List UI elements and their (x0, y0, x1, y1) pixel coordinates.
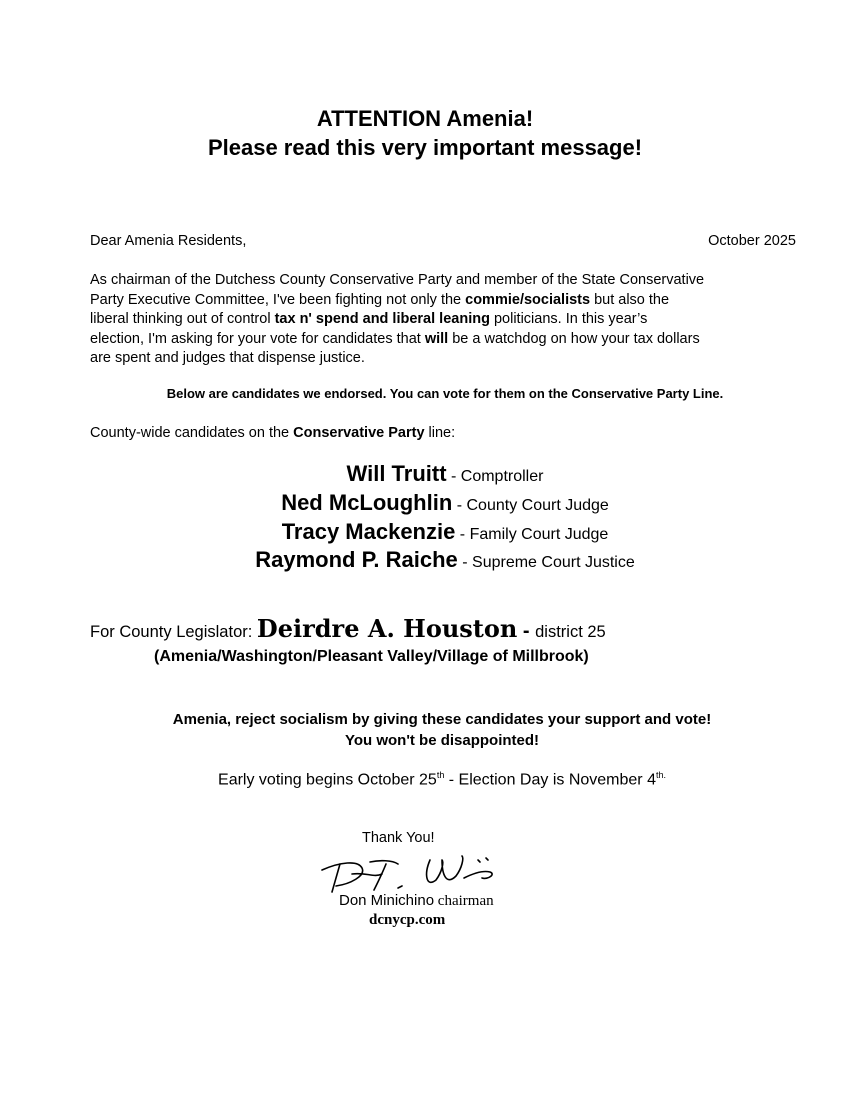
thank-you: Thank You! (362, 830, 435, 846)
endorsement-note: Below are candidates we endorsed. You can vote for them on the Conservative Party Line. (166, 386, 724, 401)
countywide-intro: County-wide candidates on the Conservative Party line: (90, 425, 456, 441)
headline-attention: ATTENTION Amenia! (316, 106, 534, 131)
signer-title: chairman (434, 893, 494, 909)
emphasis-text: tax n' spend and liberal leaning (274, 311, 490, 327)
closing-appeal: Amenia, reject socialism by giving these candidates your support and vote! (172, 711, 712, 728)
candidate-row (0, 547, 850, 573)
signer-name: Don Minichino (339, 892, 435, 909)
paragraph-line: election, I'm asking for your vote for candidates that will be a watchdog on how your tax dollars (90, 330, 700, 347)
candidate-name: Tracy Mackenzie (281, 519, 456, 544)
signature-image (312, 848, 512, 896)
legislator-district: district 25 (535, 623, 606, 641)
legislator-line: For County Legislator: Deirdre A. Houston - district 25 (90, 614, 606, 643)
party-name: Conservative Party (293, 425, 425, 441)
website-text: dcnycp.com (369, 912, 446, 928)
legislator-name: Deirdre A. Houston (256, 614, 518, 643)
legislator-label: For County Legislator: (90, 623, 257, 641)
letter-date: October 2025 (708, 233, 796, 249)
candidate-row (0, 490, 850, 516)
candidate-name: Raymond P. Raiche (255, 547, 458, 572)
paragraph-line: As chairman of the Dutchess County Conservative Party and member of the State Conservative (90, 272, 705, 288)
headline-message: Please read this very important message! (207, 135, 643, 160)
signer (339, 892, 494, 910)
voting-dates: Early voting begins October 25th - Election Day is November $4^{th.}$ (218, 770, 666, 789)
candidate-role: - Family Court Judge (455, 526, 609, 543)
paragraph-line: Party Executive Committee, I've been fighting not only the commie/socialists but also the (90, 291, 670, 308)
candidate-row (0, 461, 850, 487)
candidate-name: Will Truitt (346, 461, 447, 486)
closing-promise: You won't be disappointed! (344, 732, 540, 749)
candidate-role: - Comptroller (446, 468, 544, 485)
candidate-name: Ned McLoughlin (281, 490, 453, 515)
candidate-role: - County Court Judge (452, 497, 609, 514)
candidate-role: - Supreme Court Justice (457, 554, 635, 571)
candidate-row (0, 519, 850, 545)
paragraph-line: are spent and judges that dispense justice. (90, 350, 365, 366)
district-towns: (Amenia/Washington/Pleasant Valley/Village of Millbrook) (154, 648, 589, 665)
emphasis-text: commie/socialists (465, 291, 591, 308)
salutation: Dear Amenia Residents, (90, 233, 247, 249)
body-paragraph (90, 271, 796, 369)
emphasis-text: will (424, 330, 449, 347)
paragraph-line: liberal thinking out of control tax n' spend and liberal leaning politicians. In this year’s (90, 311, 648, 327)
